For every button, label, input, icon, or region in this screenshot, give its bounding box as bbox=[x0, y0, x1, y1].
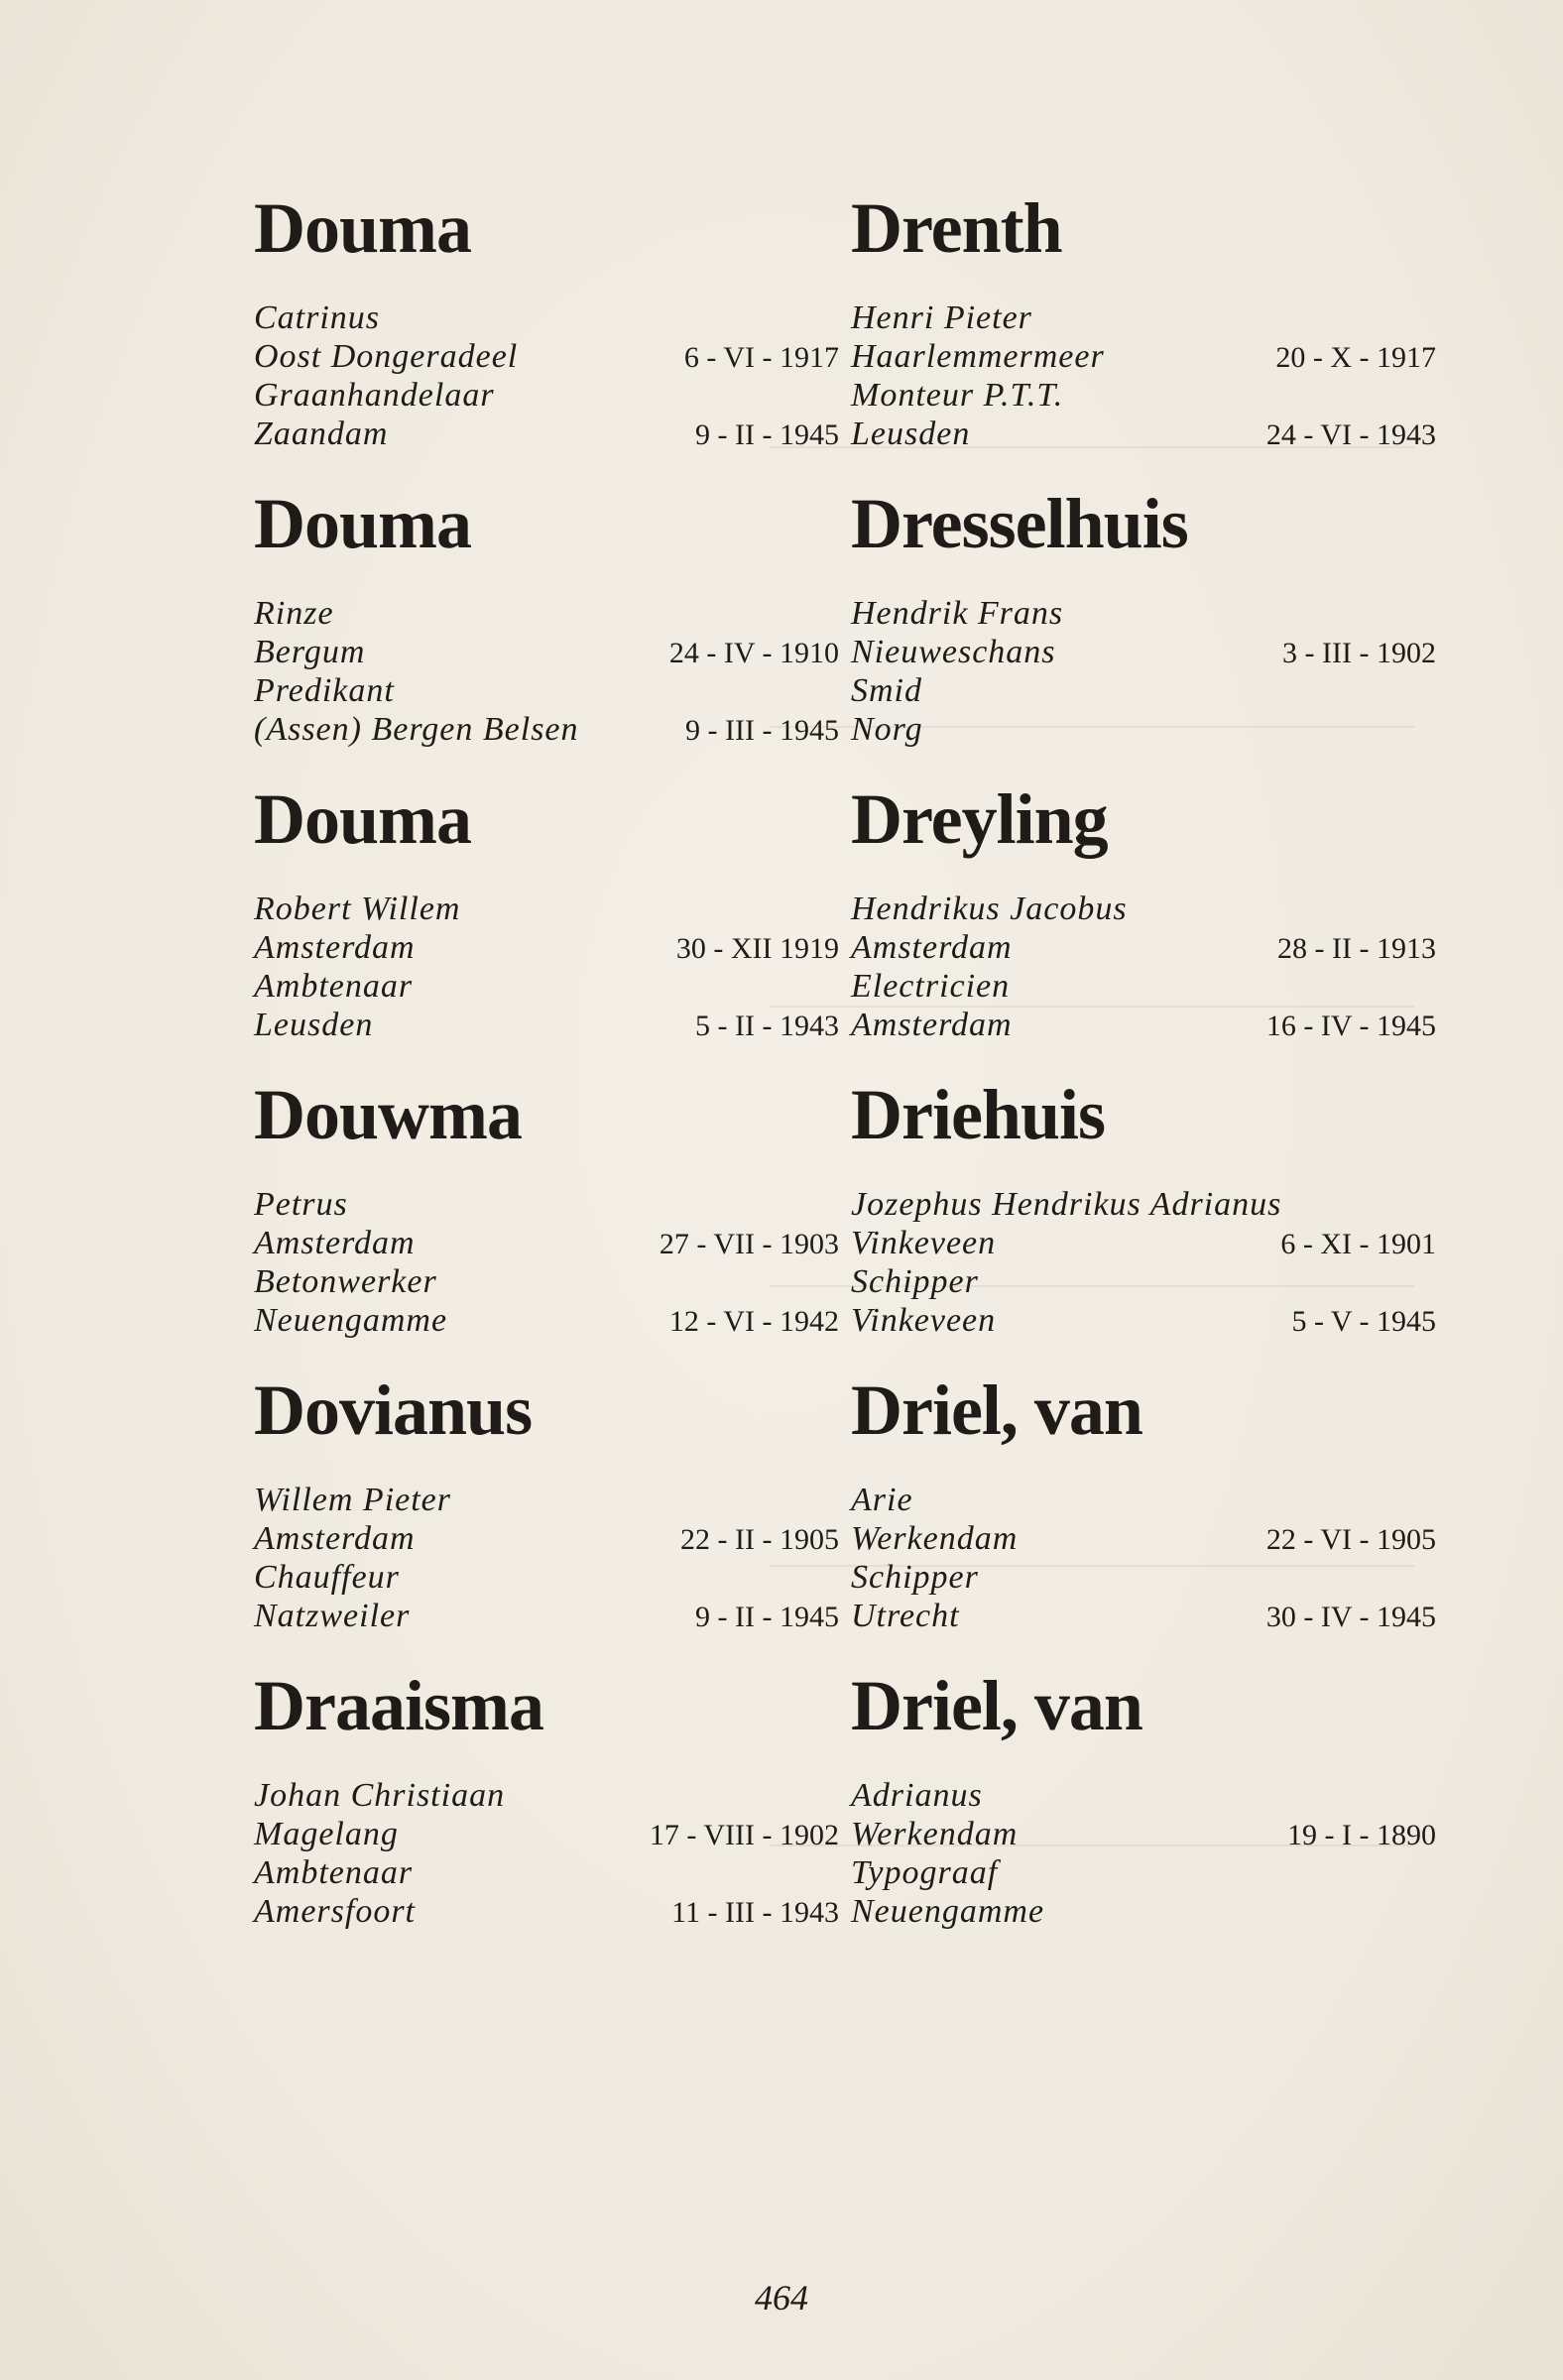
memorial-entry bbox=[254, 1073, 849, 1368]
entry-birth bbox=[254, 1816, 849, 1854]
line-text: Henri Pieter bbox=[851, 299, 1032, 336]
line-text: Amsterdam bbox=[254, 1520, 416, 1557]
entry-death bbox=[851, 1007, 1446, 1045]
entry-given-names bbox=[851, 891, 1446, 929]
line-text: Amsterdam bbox=[851, 1007, 1013, 1043]
entry-death bbox=[254, 1007, 849, 1045]
entry-occupation bbox=[254, 968, 849, 1007]
memorial-entry bbox=[254, 482, 849, 777]
entry-birth bbox=[851, 1225, 1446, 1263]
entry-occupation bbox=[254, 1854, 849, 1893]
memorial-entry bbox=[254, 1368, 849, 1664]
entry-occupation bbox=[851, 1263, 1446, 1302]
entry-surname: Dovianus bbox=[254, 1370, 533, 1450]
line-text: Adrianus bbox=[851, 1777, 983, 1814]
line-date: 9 - II - 1945 bbox=[695, 418, 839, 451]
entry-given-names bbox=[254, 1777, 849, 1816]
line-text: Leusden bbox=[851, 416, 971, 452]
line-text: Werkendam bbox=[851, 1520, 1019, 1557]
line-text: Natzweiler bbox=[254, 1598, 411, 1634]
entry-surname: Douma bbox=[254, 188, 472, 268]
line-text: Rinze bbox=[254, 595, 334, 632]
line-text: Electricien bbox=[851, 968, 1011, 1005]
line-text: Typograaf bbox=[851, 1854, 999, 1891]
entry-surname: Dreyling bbox=[851, 779, 1108, 859]
entry-death bbox=[851, 416, 1446, 454]
entry-occupation bbox=[254, 1559, 849, 1598]
line-text: Hendrik Frans bbox=[851, 595, 1064, 632]
entry-death bbox=[851, 1598, 1446, 1636]
line-text: Leusden bbox=[254, 1007, 374, 1043]
line-date: 6 - XI - 1901 bbox=[1280, 1228, 1436, 1260]
page-number: 464 bbox=[755, 2278, 808, 2318]
entry-birth bbox=[851, 634, 1446, 672]
line-text: Zaandam bbox=[254, 416, 389, 452]
line-date: 24 - VI - 1943 bbox=[1265, 418, 1436, 451]
entry-death bbox=[851, 711, 1446, 750]
line-date: 3 - III - 1902 bbox=[1282, 637, 1436, 669]
entry-given-names bbox=[254, 1482, 849, 1520]
entry-occupation bbox=[851, 377, 1446, 416]
memorial-entry bbox=[851, 777, 1446, 1073]
memorial-entry bbox=[851, 1368, 1446, 1664]
entry-surname: Drenth bbox=[851, 188, 1062, 268]
entry-death bbox=[254, 1598, 849, 1636]
line-text: Magelang bbox=[254, 1816, 399, 1852]
line-text: Utrecht bbox=[851, 1598, 960, 1634]
entry-birth bbox=[851, 1520, 1446, 1559]
entry-occupation bbox=[254, 377, 849, 416]
line-date: 6 - VI - 1917 bbox=[683, 341, 839, 374]
line-text: Johan Christiaan bbox=[254, 1777, 506, 1814]
entry-death bbox=[254, 1893, 849, 1932]
memorial-entry bbox=[851, 186, 1446, 482]
line-text: Vinkeveen bbox=[851, 1225, 997, 1261]
line-text: Haarlemmermeer bbox=[851, 338, 1105, 375]
entry-surname: Douwma bbox=[254, 1075, 523, 1154]
line-date: 22 - II - 1905 bbox=[680, 1523, 839, 1556]
entry-death bbox=[254, 711, 849, 750]
line-date: 17 - VIII - 1902 bbox=[649, 1819, 839, 1851]
entry-given-names bbox=[851, 1777, 1446, 1816]
entry-occupation bbox=[254, 672, 849, 711]
memorial-entry bbox=[851, 482, 1446, 777]
entry-surname: Draaisma bbox=[254, 1666, 543, 1745]
line-date: 20 - X - 1917 bbox=[1275, 341, 1436, 374]
line-text: (Assen) Bergen Belsen bbox=[254, 711, 579, 748]
line-text: Neuengamme bbox=[851, 1893, 1045, 1930]
entry-surname: Driel, van bbox=[851, 1666, 1142, 1745]
memorial-entry bbox=[851, 1073, 1446, 1368]
memorial-entry bbox=[254, 186, 849, 482]
entry-given-names bbox=[851, 595, 1446, 634]
line-date: 30 - XII 1919 bbox=[675, 932, 839, 965]
line-date: 28 - II - 1913 bbox=[1277, 932, 1436, 965]
entry-given-names bbox=[254, 891, 849, 929]
entry-given-names bbox=[851, 299, 1446, 338]
entry-birth bbox=[254, 634, 849, 672]
entry-given-names bbox=[851, 1186, 1446, 1225]
line-text: Bergum bbox=[254, 634, 366, 670]
line-text: Werkendam bbox=[851, 1816, 1019, 1852]
entry-birth bbox=[254, 1225, 849, 1263]
entry-given-names bbox=[851, 1482, 1446, 1520]
line-text: Schipper bbox=[851, 1263, 979, 1300]
line-date: 27 - VII - 1903 bbox=[659, 1228, 839, 1260]
line-date: 9 - II - 1945 bbox=[695, 1601, 839, 1633]
entry-occupation bbox=[851, 672, 1446, 711]
line-text: Robert Willem bbox=[254, 891, 461, 927]
entry-occupation bbox=[254, 1263, 849, 1302]
line-text: Amsterdam bbox=[254, 929, 416, 966]
line-text: Amersfoort bbox=[254, 1893, 416, 1930]
line-text: Petrus bbox=[254, 1186, 348, 1223]
line-text: Amsterdam bbox=[254, 1225, 416, 1261]
left-column bbox=[254, 186, 849, 1960]
memorial-entry bbox=[851, 1664, 1446, 1960]
entry-given-names bbox=[254, 595, 849, 634]
line-text: Amsterdam bbox=[851, 929, 1013, 966]
line-text: Norg bbox=[851, 711, 923, 748]
line-date: 11 - III - 1943 bbox=[671, 1896, 839, 1929]
line-date: 12 - VI - 1942 bbox=[668, 1305, 839, 1338]
line-text: Hendrikus Jacobus bbox=[851, 891, 1128, 927]
line-text: Ambtenaar bbox=[254, 968, 414, 1005]
entry-surname: Driehuis bbox=[851, 1075, 1106, 1154]
line-text: Monteur P.T.T. bbox=[851, 377, 1064, 414]
entry-birth bbox=[254, 929, 849, 968]
line-date: 5 - II - 1943 bbox=[695, 1010, 839, 1042]
entry-birth bbox=[254, 1520, 849, 1559]
entry-given-names bbox=[254, 299, 849, 338]
line-date: 30 - IV - 1945 bbox=[1265, 1601, 1436, 1633]
entry-birth bbox=[254, 338, 849, 377]
memorial-entry bbox=[254, 777, 849, 1073]
line-date: 24 - IV - 1910 bbox=[668, 637, 839, 669]
entry-birth bbox=[851, 338, 1446, 377]
entry-death bbox=[254, 1302, 849, 1341]
line-date: 5 - V - 1945 bbox=[1291, 1305, 1436, 1338]
entry-death bbox=[851, 1893, 1446, 1932]
line-date: 22 - VI - 1905 bbox=[1265, 1523, 1436, 1556]
right-column bbox=[851, 186, 1446, 1960]
entry-given-names bbox=[254, 1186, 849, 1225]
entry-surname: Driel, van bbox=[851, 1370, 1142, 1450]
line-text: Ambtenaar bbox=[254, 1854, 414, 1891]
entry-occupation bbox=[851, 1854, 1446, 1893]
entry-birth bbox=[851, 929, 1446, 968]
line-text: Schipper bbox=[851, 1559, 979, 1596]
line-text: Betonwerker bbox=[254, 1263, 437, 1300]
memorial-entry bbox=[254, 1664, 849, 1960]
line-text: Neuengamme bbox=[254, 1302, 448, 1339]
entry-surname: Douma bbox=[254, 484, 472, 563]
line-date: 19 - I - 1890 bbox=[1287, 1819, 1436, 1851]
line-text: Smid bbox=[851, 672, 922, 709]
entry-death bbox=[254, 416, 849, 454]
entry-death bbox=[851, 1302, 1446, 1341]
line-text: Chauffeur bbox=[254, 1559, 400, 1596]
line-date: 16 - IV - 1945 bbox=[1265, 1010, 1436, 1042]
entry-birth bbox=[851, 1816, 1446, 1854]
entry-surname: Dresselhuis bbox=[851, 484, 1188, 563]
entry-surname: Douma bbox=[254, 779, 472, 859]
line-text: Oost Dongeradeel bbox=[254, 338, 519, 375]
line-text: Arie bbox=[851, 1482, 913, 1518]
line-text: Jozephus Hendrikus Adrianus bbox=[851, 1186, 1282, 1223]
line-text: Nieuweschans bbox=[851, 634, 1056, 670]
line-text: Predikant bbox=[254, 672, 395, 709]
line-text: Vinkeveen bbox=[851, 1302, 997, 1339]
line-date: 9 - III - 1945 bbox=[685, 714, 839, 747]
line-text: Catrinus bbox=[254, 299, 381, 336]
entry-occupation bbox=[851, 1559, 1446, 1598]
entry-occupation bbox=[851, 968, 1446, 1007]
line-text: Graanhandelaar bbox=[254, 377, 495, 414]
line-text: Willem Pieter bbox=[254, 1482, 452, 1518]
